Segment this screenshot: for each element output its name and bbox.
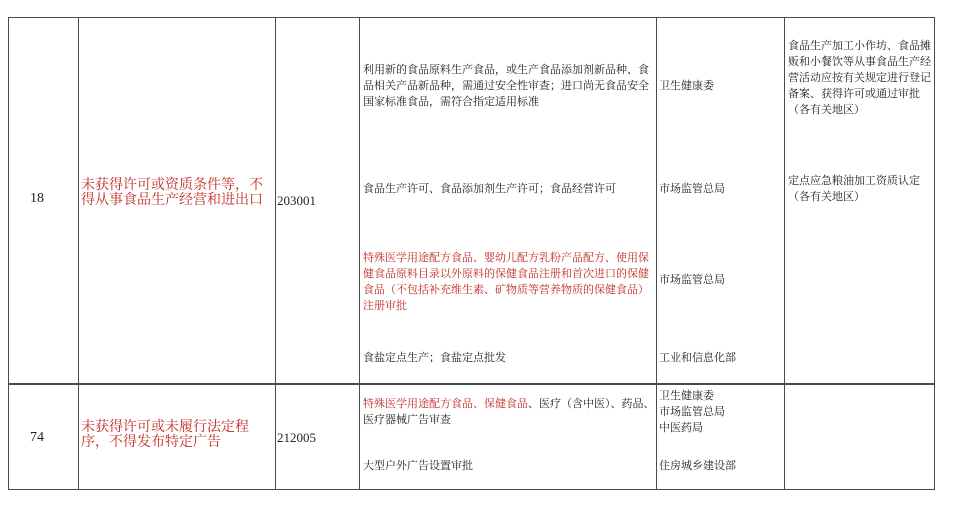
row-code: 212005 bbox=[277, 430, 316, 445]
table-col-line bbox=[359, 17, 360, 490]
row-code: 203001 bbox=[277, 193, 316, 208]
measure-item bbox=[363, 396, 655, 428]
department: 卫生健康委 bbox=[659, 79, 714, 92]
note: 定点应急粮油加工资质认定（各有关地区） bbox=[788, 174, 920, 203]
measure-item-rest: 、医疗（含中医）、药品、医疗器械广告审查 bbox=[363, 397, 655, 426]
measure-item-highlight: 特殊医学用途配方食品、保健食品 bbox=[363, 397, 528, 410]
table-col-line bbox=[78, 17, 79, 490]
row-number: 18 bbox=[30, 191, 44, 206]
department: 住房城乡建设部 bbox=[659, 459, 736, 472]
table-col-line bbox=[656, 17, 657, 490]
measure-item: 特殊医学用途配方食品、婴幼儿配方乳粉产品配方、使用保健食品原料目录以外原料的保健食品注册和首次进口的保健食品（不包括补充维生素、矿物质等营养物质的保健食品）注册审批 bbox=[363, 251, 649, 312]
measure-item: 利用新的食品原料生产食品，或生产食品添加剂新品种、食品相关产品新品种，需通过安全性审查；进口尚无食品安全国家标准食品，需符合指定适用标准 bbox=[363, 63, 649, 108]
row-category: 未获得许可或资质条件等，不得从事食品生产经营和进出口 bbox=[81, 177, 263, 208]
department: 中医药局 bbox=[659, 421, 703, 434]
table-border-right bbox=[934, 17, 935, 490]
department: 市场监管总局 bbox=[659, 405, 725, 418]
table-border-top bbox=[8, 17, 934, 18]
department-list bbox=[659, 388, 783, 436]
table-row-divider bbox=[8, 383, 934, 385]
measure-item: 食盐定点生产；食盐定点批发 bbox=[363, 351, 506, 364]
table-col-line bbox=[275, 17, 276, 490]
table-col-line bbox=[8, 17, 9, 490]
table-border-bottom bbox=[8, 489, 934, 490]
row-number: 74 bbox=[30, 430, 44, 445]
department: 市场监管总局 bbox=[659, 273, 725, 286]
department: 市场监管总局 bbox=[659, 182, 725, 195]
department: 卫生健康委 bbox=[659, 389, 714, 402]
table-col-line bbox=[784, 17, 785, 490]
row-category: 未获得许可或未履行法定程序，不得发布特定广告 bbox=[81, 419, 249, 450]
measure-item: 大型户外广告设置审批 bbox=[363, 459, 473, 472]
measure-item: 食品生产许可、食品添加剂生产许可；食品经营许可 bbox=[363, 182, 616, 195]
department: 工业和信息化部 bbox=[659, 351, 736, 364]
note: 食品生产加工小作坊、食品摊贩和小餐饮等从事食品生产经营活动应按有关规定进行登记备案、获得许可或通过审批（各有关地区） bbox=[788, 39, 931, 116]
